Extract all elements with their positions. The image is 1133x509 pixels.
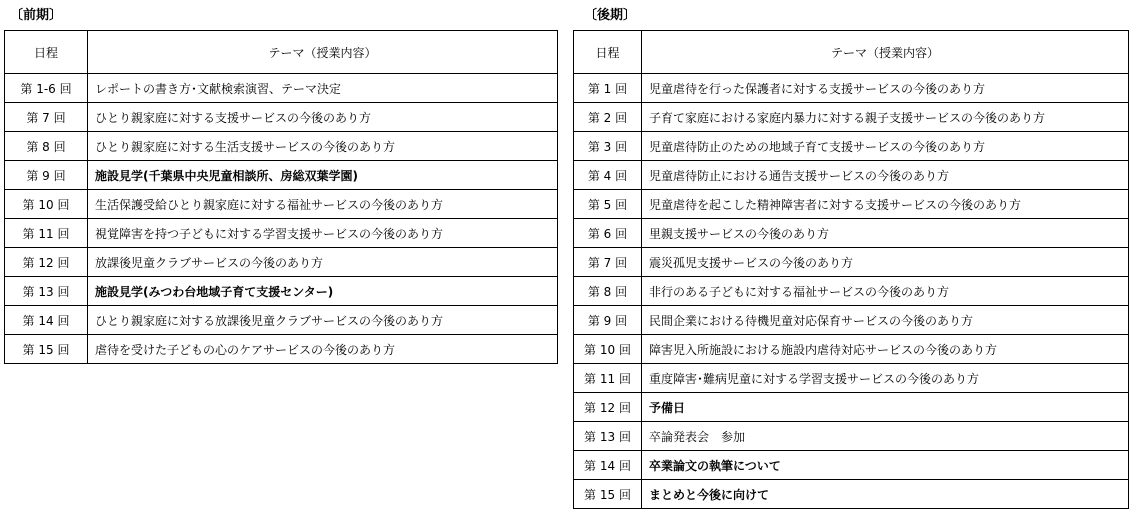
session-number: 第 12 回 <box>5 248 88 277</box>
session-number: 第 12 回 <box>574 393 642 422</box>
table-row <box>574 219 1129 248</box>
header-date: 日程 <box>5 31 88 74</box>
session-number: 第 7 回 <box>5 103 88 132</box>
table-row <box>574 103 1129 132</box>
session-number: 第 1 回 <box>574 74 642 103</box>
session-topic: 予備日 <box>642 393 1129 422</box>
session-topic: 児童虐待を起こした精神障害者に対する支援サービスの今後のあり方 <box>642 190 1129 219</box>
session-topic: 障害児入所施設における施設内虐待対応サービスの今後のあり方 <box>642 335 1129 364</box>
session-topic: 非行のある子どもに対する福祉サービスの今後のあり方 <box>642 277 1129 306</box>
session-topic: 施設見学(千葉県中央児童相談所、房総双葉学園) <box>88 161 558 190</box>
zenki-section-title: 〔前期〕 <box>10 8 63 23</box>
session-number: 第 7 回 <box>574 248 642 277</box>
session-topic: 子育て家庭における家庭内暴力に対する親子支援サービスの今後のあり方 <box>642 103 1129 132</box>
session-topic: 卒業論文の執筆について <box>642 451 1129 480</box>
session-topic: 施設見学(みつわ台地域子育て支援センター) <box>88 277 558 306</box>
session-topic: 震災孤児支援サービスの今後のあり方 <box>642 248 1129 277</box>
session-number: 第 3 回 <box>574 132 642 161</box>
session-topic: 里親支援サービスの今後のあり方 <box>642 219 1129 248</box>
session-number: 第 15 回 <box>574 480 642 509</box>
session-number: 第 11 回 <box>574 364 642 393</box>
session-topic: 卒論発表会 参加 <box>642 422 1129 451</box>
table-row <box>574 248 1129 277</box>
table-row <box>574 335 1129 364</box>
table-row <box>574 74 1129 103</box>
table-row <box>574 451 1129 480</box>
session-topic: 重度障害･難病児童に対する学習支援サービスの今後のあり方 <box>642 364 1129 393</box>
session-topic: 生活保護受給ひとり親家庭に対する福祉サービスの今後のあり方 <box>88 190 558 219</box>
table-row <box>574 364 1129 393</box>
session-topic: ひとり親家庭に対する支援サービスの今後のあり方 <box>88 103 558 132</box>
session-number: 第 8 回 <box>5 132 88 161</box>
table-row <box>5 74 558 103</box>
table-row <box>574 132 1129 161</box>
zenki-schedule-table <box>4 30 558 364</box>
table-header-row <box>5 31 558 74</box>
session-topic: 放課後児童クラブサービスの今後のあり方 <box>88 248 558 277</box>
session-topic: 児童虐待防止のための地域子育て支援サービスの今後のあり方 <box>642 132 1129 161</box>
session-number: 第 15 回 <box>5 335 88 364</box>
session-number: 第 5 回 <box>574 190 642 219</box>
session-number: 第 10 回 <box>574 335 642 364</box>
table-row <box>574 277 1129 306</box>
table-header-row <box>574 31 1129 74</box>
header-date: 日程 <box>574 31 642 74</box>
session-number: 第 11 回 <box>5 219 88 248</box>
session-number: 第 8 回 <box>574 277 642 306</box>
session-topic: 民間企業における待機児童対応保育サービスの今後のあり方 <box>642 306 1129 335</box>
session-number: 第 14 回 <box>574 451 642 480</box>
session-topic: レポートの書き方･文献検索演習、テーマ決定 <box>88 74 558 103</box>
table-row <box>5 335 558 364</box>
table-row <box>5 190 558 219</box>
session-topic: ひとり親家庭に対する放課後児童クラブサービスの今後のあり方 <box>88 306 558 335</box>
table-row <box>574 306 1129 335</box>
session-number: 第 4 回 <box>574 161 642 190</box>
session-number: 第 14 回 <box>5 306 88 335</box>
table-row <box>5 132 558 161</box>
table-row <box>574 480 1129 509</box>
session-number: 第 1-6 回 <box>5 74 88 103</box>
table-row <box>5 219 558 248</box>
kouki-section-title: 〔後期〕 <box>584 8 637 23</box>
table-row <box>574 190 1129 219</box>
header-theme: テーマ（授業内容） <box>642 31 1129 74</box>
session-number: 第 2 回 <box>574 103 642 132</box>
table-row <box>5 248 558 277</box>
table-row <box>574 393 1129 422</box>
kouki-schedule-table <box>573 30 1129 509</box>
session-topic: ひとり親家庭に対する生活支援サービスの今後のあり方 <box>88 132 558 161</box>
table-row <box>5 306 558 335</box>
session-number: 第 9 回 <box>574 306 642 335</box>
session-topic: 児童虐待を行った保護者に対する支援サービスの今後のあり方 <box>642 74 1129 103</box>
session-topic: 視覚障害を持つ子どもに対する学習支援サービスの今後のあり方 <box>88 219 558 248</box>
table-row <box>5 277 558 306</box>
session-number: 第 6 回 <box>574 219 642 248</box>
session-topic: 虐待を受けた子どもの心のケアサービスの今後のあり方 <box>88 335 558 364</box>
table-row <box>574 161 1129 190</box>
session-topic: 児童虐待防止における通告支援サービスの今後のあり方 <box>642 161 1129 190</box>
session-topic: まとめと今後に向けて <box>642 480 1129 509</box>
header-theme: テーマ（授業内容） <box>88 31 558 74</box>
session-number: 第 10 回 <box>5 190 88 219</box>
session-number: 第 13 回 <box>574 422 642 451</box>
table-row <box>5 161 558 190</box>
table-row <box>574 422 1129 451</box>
table-row <box>5 103 558 132</box>
session-number: 第 13 回 <box>5 277 88 306</box>
session-number: 第 9 回 <box>5 161 88 190</box>
